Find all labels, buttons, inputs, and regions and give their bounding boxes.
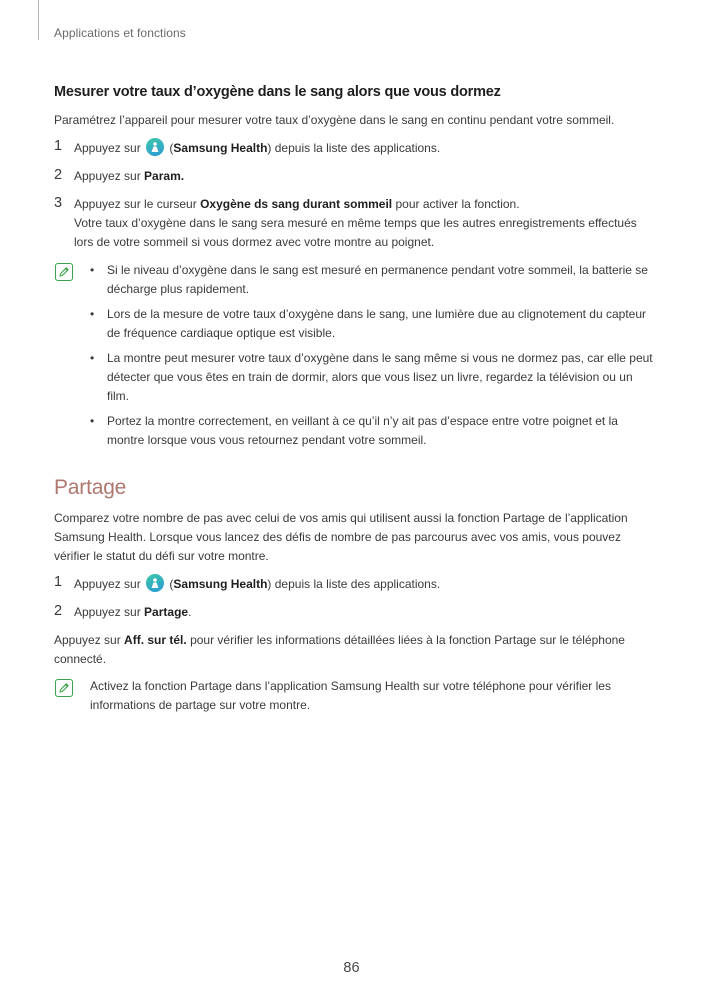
step-number: 3 — [54, 195, 63, 211]
step-text: Appuyez sur — [74, 605, 141, 619]
step-bold: Param. — [144, 169, 185, 183]
followup-bold: Aff. sur tél. — [124, 633, 187, 647]
step-detail: Votre taux d’oxygène dans le sang sera mesuré en même temps que les autres enregistrements effectués lors de votre sommeil si vous dormez avec votre montre au poignet. — [74, 216, 637, 249]
step-text-after: ) depuis la liste des applications. — [267, 141, 441, 155]
step-number: 1 — [54, 574, 63, 590]
followup-text: Appuyez sur — [54, 633, 121, 647]
step-text-after: ) depuis la liste des applications. — [267, 577, 441, 591]
step-number: 2 — [54, 603, 63, 619]
samsung-health-icon — [146, 138, 164, 156]
step-text: Appuyez sur — [74, 141, 141, 155]
samsung-health-icon — [146, 574, 164, 592]
page-content — [54, 84, 654, 715]
running-head: Applications et fonctions — [54, 26, 186, 40]
step-bold: Oxygène ds sang durant sommeil — [200, 197, 393, 211]
page-number: 86 — [343, 960, 360, 976]
step-text: Appuyez sur — [74, 169, 141, 183]
partage-intro: Comparez votre nombre de pas avec celui de vos amis qui utilisent aussi la fonction Partage de l’application Samsung Health. Lorsque vous lancez des défis de nombre de pas parcourus avec vos amis, vous pouvez vérifier le statut du défi sur votre montre. — [54, 511, 628, 563]
partage-step-2 — [54, 603, 654, 622]
step-number: 1 — [54, 138, 63, 154]
oxygen-step-3 — [54, 195, 654, 252]
step-text-after: pour activer la fonction. — [395, 197, 520, 211]
step-bold: Partage — [144, 605, 189, 619]
step-text: Appuyez sur le curseur — [74, 197, 197, 211]
oxygen-note-list — [90, 261, 654, 450]
partage-followup — [54, 631, 654, 669]
step-bold: Samsung Health — [173, 141, 268, 155]
note-item: • La montre peut mesurer votre taux d’oxygène dans le sang même si vous ne dormez pas, car elle peut détecter que vous êtes en train de dormir, alors que vous lisez un livre, regardez la télévision ou un film. — [90, 349, 654, 406]
step-bold: Samsung Health — [173, 577, 268, 591]
oxygen-title: Mesurer votre taux d’oxygène dans le sang alors que vous dormez — [54, 84, 501, 100]
note-item: • Lors de la mesure de votre taux d’oxygène dans le sang, une lumière due au clignotement du capteur de fréquence cardiaque optique est visible. — [90, 305, 654, 343]
note-item: • Portez la montre correctement, en veillant à ce qu’il n’y ait pas d’espace entre votre poignet et la montre lorsque vous vous retournez pendant votre sommeil. — [90, 412, 654, 450]
note-pencil-icon — [55, 679, 73, 697]
step-text: Appuyez sur — [74, 577, 141, 591]
oxygen-intro: Paramétrez l’appareil pour mesurer votre taux d’oxygène dans le sang en continu pendant votre sommeil. — [54, 113, 615, 127]
note-pencil-icon — [55, 263, 73, 281]
margin-rule — [38, 0, 39, 40]
partage-title: Partage — [54, 476, 127, 499]
oxygen-note — [54, 261, 654, 450]
partage-note-text: Activez la fonction Partage dans l’application Samsung Health sur votre téléphone pour vérifier les informations de partage sur votre montre. — [90, 679, 611, 712]
partage-steps — [54, 574, 654, 622]
partage-step-1: 1 Appuyez sur (Samsung Health) depuis la liste des applications. — [54, 574, 441, 591]
step-number: 2 — [54, 167, 63, 183]
oxygen-steps — [54, 138, 654, 252]
note-item: • Si le niveau d’oxygène dans le sang est mesuré en permanence pendant votre sommeil, la batterie se décharge plus rapidement. — [90, 261, 654, 299]
oxygen-step-2 — [54, 167, 654, 186]
step-text-after: . — [188, 605, 192, 619]
partage-note — [54, 677, 654, 715]
oxygen-step-1: 1 Appuyez sur (Samsung Health) depuis la liste des applications. — [54, 138, 441, 155]
followup-text-after: pour vérifier les informations détaillées liées à la fonction Partage sur le téléphone connecté. — [54, 633, 625, 666]
